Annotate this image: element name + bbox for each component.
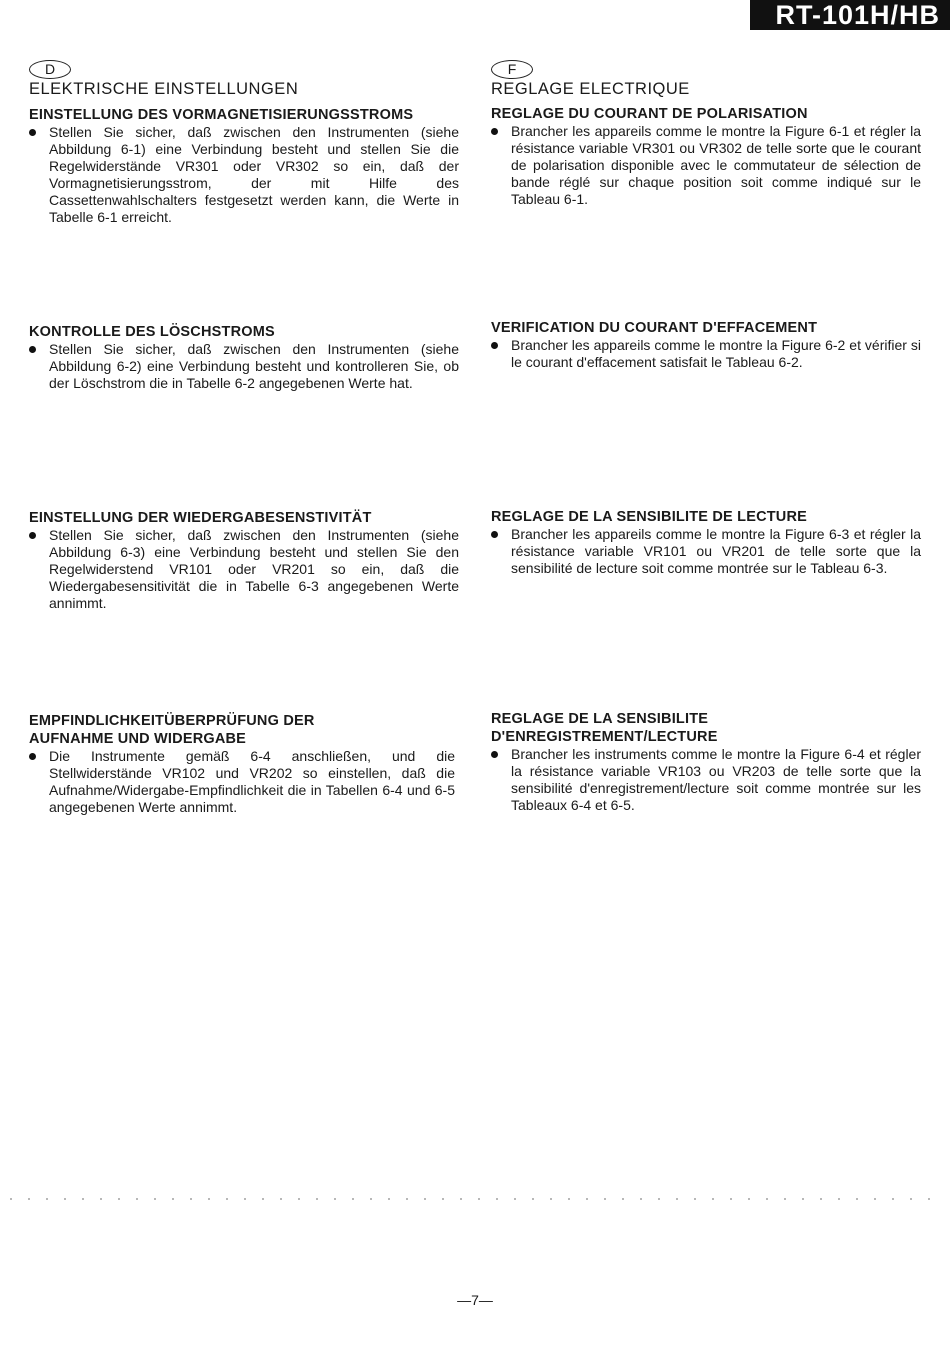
bullet-icon xyxy=(29,129,36,136)
french-section-2-heading: VERIFICATION DU COURANT D'EFFACEMENT xyxy=(491,320,818,336)
french-section-4 xyxy=(491,710,921,814)
bullet-icon xyxy=(491,128,498,135)
bullet-icon xyxy=(491,342,498,349)
language-badge-de: D xyxy=(29,60,71,79)
bullet-icon xyxy=(29,532,36,539)
german-section-2 xyxy=(29,323,459,392)
french-section-1 xyxy=(491,105,921,208)
bullet-icon xyxy=(491,751,498,758)
bullet-icon xyxy=(29,753,36,760)
bullet-icon xyxy=(29,346,36,353)
french-section-3-heading: REGLAGE DE LA SENSIBILITE DE LECTURE xyxy=(491,509,808,525)
french-section-3 xyxy=(491,508,921,577)
german-section-1-text: Stellen Sie sicher, daß zwischen den Instrumenten (siehe Abbildung 6-1) eine Verbindung besteht und stellen Sie die Regelwiderstände VR301 oder VR302 so ein, daß der Vormagnetisierungsstrom, der mit Hilfe des Cassettenwahlschalters festgesetzt werden kann, die Werte in Tabelle 6-1 erreicht. xyxy=(29,124,459,226)
german-section-3 xyxy=(29,509,459,612)
language-badge-fr: F xyxy=(491,60,533,79)
german-section-2-heading: KONTROLLE DES LÖSCHSTROMS xyxy=(29,324,275,340)
german-section-3-heading: EINSTELLUNG DER WIEDERGABESENSTIVITÄT xyxy=(29,510,372,526)
german-title: ELEKTRISCHE EINSTELLUNGEN xyxy=(29,80,299,98)
german-section-2-text: Stellen Sie sicher, daß zwischen den Instrumenten (siehe Abbildung 6-2) eine Verbindung besteht und kontrolleren Sie, ob der Löschstrom die in Tabelle 6-2 angegebenen Werte hat. xyxy=(29,341,459,392)
dotted-divider xyxy=(10,1198,940,1200)
german-section-1 xyxy=(29,106,459,226)
french-section-1-text: Brancher les appareils comme le montre la Figure 6-1 et régler la résistance variable VR301 ou VR302 de telle sorte que le courant de polarisation disponible avec le commutateur de sélection de bande réglé sur chaque position soit comme indiqué sur le Tableau 6-1. xyxy=(491,123,921,208)
french-section-1-heading: REGLAGE DU COURANT DE POLARISATION xyxy=(491,106,808,122)
bullet-icon xyxy=(491,531,498,538)
french-section-4-heading: REGLAGE DE LA SENSIBILITE D'ENREGISTREMENT/LECTURE xyxy=(491,711,718,745)
model-number-badge: RT-101H/HB xyxy=(750,0,950,30)
french-title: REGLAGE ELECTRIQUE xyxy=(491,80,690,98)
german-section-1-heading: EINSTELLUNG DES VORMAGNETISIERUNGSSTROMS xyxy=(29,107,414,123)
french-title-block xyxy=(491,60,921,99)
page-number: —7— xyxy=(457,1292,493,1308)
german-section-4 xyxy=(29,712,455,816)
german-section-4-text: Die Instrumente gemäß 6-4 anschließen, und die Stellwiderstände VR102 und VR202 so einstellen, daß die Aufnahme/Widergabe-Empfindlichkeit die in Tabellen 6-4 und 6-5 angegebenen Werte annimmt. xyxy=(29,748,455,816)
german-title-block xyxy=(29,60,459,99)
french-section-3-text: Brancher les appareils comme le montre la Figure 6-3 et régler la résistance variable VR101 ou VR201 de telle sorte que la sensibilité de lecture soit comme montrée sur le Tableau 6-3. xyxy=(491,526,921,577)
german-section-4-heading: EMPFINDLICHKEITÜBERPRÜFUNG DER AUFNAHME UND WIDERGABE xyxy=(29,713,315,747)
french-section-4-text: Brancher les instruments comme le montre la Figure 6-4 et régler la résistance variable VR103 ou VR203 de telle sorte que la sensibilité d'enregistrement/lecture soit comme montrée sur les Tableaux 6-4 et 6-5. xyxy=(491,746,921,814)
french-section-2 xyxy=(491,319,921,371)
german-section-3-text: Stellen Sie sicher, daß zwischen den Instrumenten (siehe Abbildung 6-3) eine Verbindung besteht und stellen Sie den Regelwiderstend VR101 oder VR201 so ein, daß die Wiedergabesensitivität die in Tabelle 6-3 angegebenen Werte annimmt. xyxy=(29,527,459,612)
french-section-2-text: Brancher les appareils comme le montre la Figure 6-2 et vérifier si le courant d'effacement satisfait le Tableau 6-2. xyxy=(491,337,921,371)
